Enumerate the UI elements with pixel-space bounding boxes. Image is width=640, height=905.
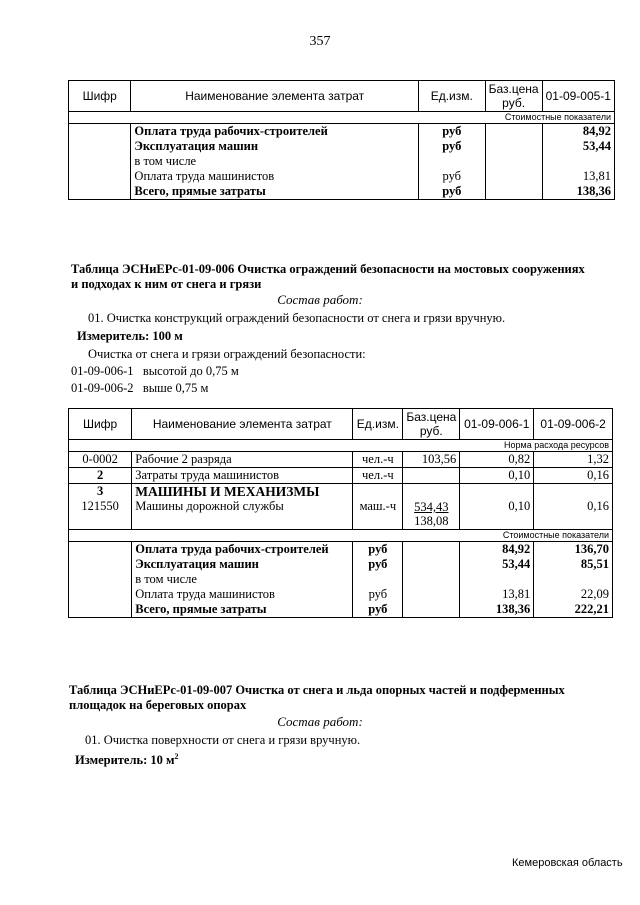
row-unit: руб — [353, 542, 403, 558]
price-base: 138,08 — [414, 514, 449, 528]
table-row — [69, 139, 615, 154]
col-header-base-price: Баз.цена руб. — [403, 409, 460, 440]
variant-line — [71, 364, 239, 379]
measure-unit — [75, 752, 179, 768]
variant-code: 01-09-006-2 — [71, 381, 134, 395]
group-name: МАШИНЫ И МЕХАНИЗМЫ — [132, 484, 353, 500]
works-heading: Состав работ: — [277, 292, 363, 307]
work-item: 01. Очистка поверхности от снега и грязи вручную. — [85, 733, 361, 747]
row-unit: руб — [418, 124, 485, 140]
row-value: 84,92 — [542, 124, 614, 140]
row-value-1: 138,36 — [460, 602, 534, 618]
row-name: Эксплуатация машин — [132, 557, 353, 572]
section-row — [69, 440, 613, 452]
variant-text: высотой до 0,75 м — [142, 364, 239, 378]
description: Очистка от снега и грязи ограждений безопасности: — [88, 347, 366, 361]
table-row — [69, 184, 615, 200]
table-row — [69, 572, 613, 587]
row-name: Всего, прямые затраты — [132, 602, 353, 618]
table-row — [69, 468, 613, 484]
group-row — [69, 484, 613, 500]
row-value: 13,81 — [542, 169, 614, 184]
section-row — [69, 530, 613, 542]
row-unit: чел.-ч — [353, 452, 403, 468]
row-name: Рабочие 2 разряда — [132, 452, 353, 468]
row-name: Машины дорожной службы — [132, 499, 353, 530]
col-header-code-006-2: 01-09-006-2 — [534, 409, 613, 440]
measure-unit: Измеритель: 100 м — [77, 329, 183, 343]
col-header-name: Наименование элемента затрат — [131, 81, 419, 112]
price-current: 534,43 — [414, 500, 449, 514]
row-name: Оплата труда рабочих-строителей — [131, 124, 419, 140]
row-value-1: 84,92 — [460, 542, 534, 558]
table-header-row — [69, 409, 613, 440]
row-unit: чел.-ч — [353, 468, 403, 484]
table-title-01-09-007 — [69, 683, 629, 713]
work-item: 01. Очистка конструкций ограждений безопасности от снега и грязи вручную. — [88, 311, 506, 325]
row-value-2: 85,51 — [534, 557, 613, 572]
row-value-2: 136,70 — [534, 542, 613, 558]
col-header-name: Наименование элемента затрат — [132, 409, 353, 440]
resource-table-01-09-006 — [68, 408, 613, 618]
cost-table-01-09-005 — [68, 80, 615, 200]
row-unit: руб — [353, 587, 403, 602]
title-line: Таблица ЭСНиЕРс-01-09-006 Очистка ограждений безопасности на мостовых сооружениях — [71, 262, 585, 276]
table-row — [69, 169, 615, 184]
measure-label: Измеритель: 10 м — [75, 753, 175, 768]
row-name: Оплата труда машинистов — [131, 169, 419, 184]
row-value-1: 0,10 — [460, 499, 534, 530]
row-value-1: 0,10 — [460, 468, 534, 484]
title-line: и подходах к ним от снега и грязи — [71, 277, 262, 291]
row-value-2: 22,09 — [534, 587, 613, 602]
page-number: 357 — [309, 34, 331, 49]
variant-line — [71, 381, 208, 396]
measure-superscript: 2 — [174, 752, 179, 761]
row-value-1: 53,44 — [460, 557, 534, 572]
row-name: Всего, прямые затраты — [131, 184, 419, 200]
row-unit: руб — [418, 169, 485, 184]
table-row — [69, 542, 613, 558]
row-name: в том числе — [131, 154, 419, 169]
col-header-unit: Ед.изм. — [353, 409, 403, 440]
table-row — [69, 602, 613, 618]
variant-text: выше 0,75 м — [142, 381, 209, 395]
row-code: 2 — [69, 468, 132, 484]
table-row — [69, 499, 613, 530]
row-value-1: 13,81 — [460, 587, 534, 602]
footer-region: Кемеровская область — [512, 857, 623, 869]
row-unit: руб — [418, 184, 485, 200]
table-title-01-09-006 — [71, 262, 631, 292]
works-heading: Состав работ: — [277, 714, 363, 729]
group-code: 3 — [69, 484, 132, 500]
section-label: Стоимостные показатели — [69, 530, 613, 542]
table-row — [69, 557, 613, 572]
row-code: 121550 — [69, 499, 132, 530]
col-header-code-006-1: 01-09-006-1 — [460, 409, 534, 440]
row-value-2: 0,16 — [534, 499, 613, 530]
title-line: Таблица ЭСНиЕРс-01-09-007 Очистка от снега и льда опорных частей и подферменных — [69, 683, 565, 697]
row-price — [403, 499, 460, 530]
row-value: 53,44 — [542, 139, 614, 154]
row-name: Затраты труда машинистов — [132, 468, 353, 484]
row-value: 138,36 — [542, 184, 614, 200]
row-unit: маш.-ч — [353, 499, 403, 530]
col-header-code: Шифр — [69, 81, 131, 112]
row-value-1: 0,82 — [460, 452, 534, 468]
table-row — [69, 124, 615, 140]
row-name: Оплата труда машинистов — [132, 587, 353, 602]
row-value-2: 0,16 — [534, 468, 613, 484]
row-unit: руб — [353, 602, 403, 618]
table-row — [69, 587, 613, 602]
row-price: 103,56 — [403, 452, 460, 468]
row-unit: руб — [418, 139, 485, 154]
col-header-unit: Ед.изм. — [418, 81, 485, 112]
row-value-2: 222,21 — [534, 602, 613, 618]
section-row — [69, 112, 615, 124]
row-value-2: 1,32 — [534, 452, 613, 468]
row-name: Эксплуатация машин — [131, 139, 419, 154]
row-code: 0-0002 — [69, 452, 132, 468]
section-label: Стоимостные показатели — [69, 112, 615, 124]
row-name: Оплата труда рабочих-строителей — [132, 542, 353, 558]
row-unit: руб — [353, 557, 403, 572]
table-row — [69, 154, 615, 169]
table-row — [69, 452, 613, 468]
table-header-row — [69, 81, 615, 112]
col-header-code: Шифр — [69, 409, 132, 440]
title-line: площадок на береговых опорах — [69, 698, 247, 712]
section-label: Норма расхода ресурсов — [69, 440, 613, 452]
col-header-base-price: Баз.цена руб. — [485, 81, 542, 112]
variant-code: 01-09-006-1 — [71, 364, 134, 378]
row-name: в том числе — [132, 572, 353, 587]
col-header-code-005-1: 01-09-005-1 — [542, 81, 614, 112]
